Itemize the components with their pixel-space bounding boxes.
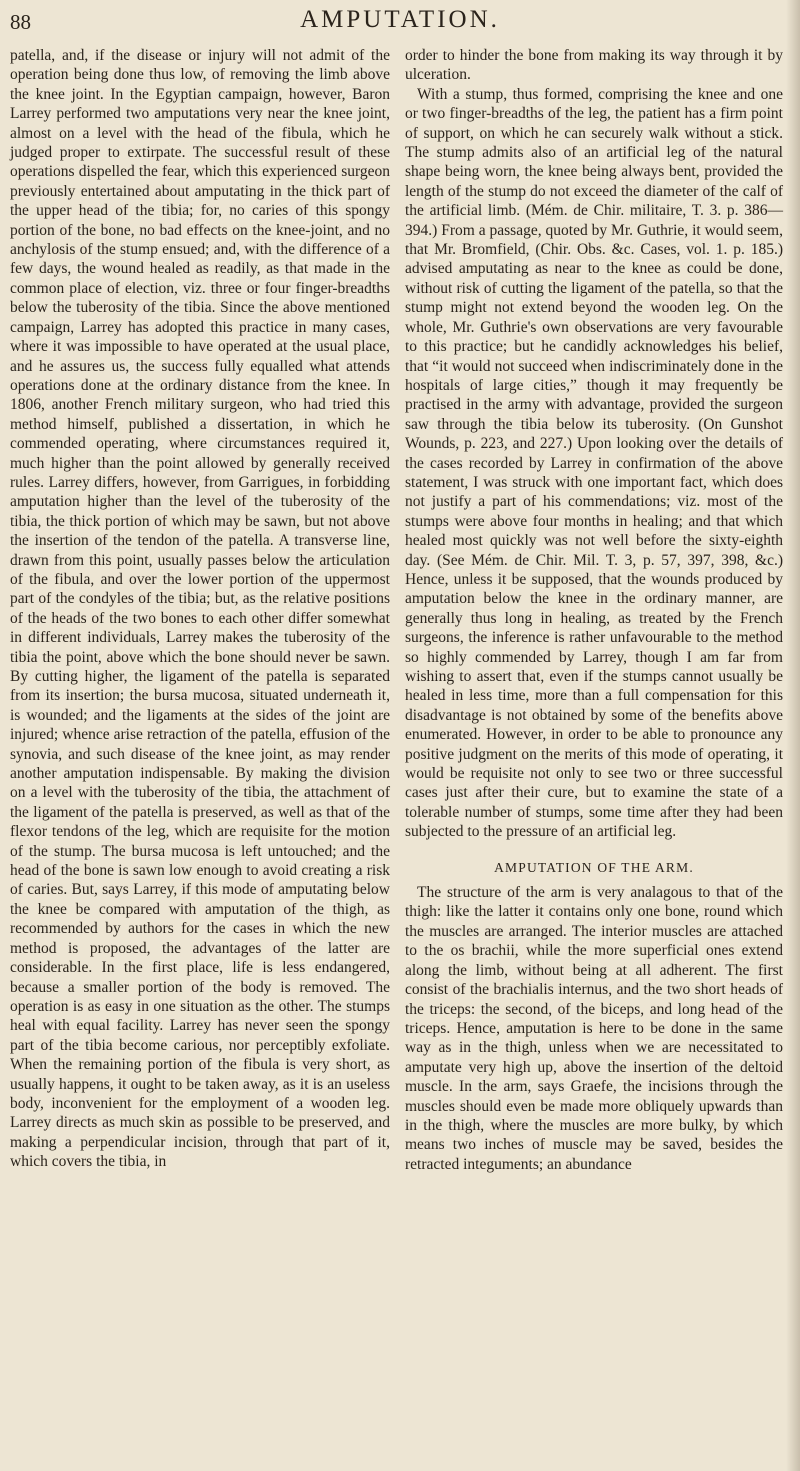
left-column: [10, 46, 390, 1172]
right-column: [405, 46, 783, 1174]
right-paragraph-2: With a stump, thus formed, comprising the knee and one or two finger-breadths of the leg, the patient has a firm point of support, on which he can securely walk without a stick. The stump admits also of an artificial leg of the natural shape being worn, the knee being always bent, provided the length of the stump do not exceed the diameter of the calf of the artificial limb. (Mém. de Chir. militaire, T. 3. p. 386—394.) From a passage, quoted by Mr. Guthrie, it would seem, that Mr. Bromfield, (Chir. Obs. &c. Cases, vol. 1. p. 185.) advised amputating as near to the knee as could be done, without risk of cutting the ligament of the patella, so that the stump might not extend beyond the wooden leg. On the whole, Mr. Guthrie's own observations are very favourable to this practice; but he candidly acknowledges his belief, that “it would not succeed when indiscriminately done in the hospitals of large cities,” though it may frequently be practised in the army with advantage, provided the surgeon saw through the tibia below its tuberosity. (On Gunshot Wounds, p. 223, and 227.) Upon looking over the details of the cases recorded by Larrey in confirmation of the above statement, I was struck with one important fact, which does not justify a part of his commendations; viz. most of the stumps were above four months in healing; and that which healed most quickly was not well before the sixty-eighth day. (See Mém. de Chir. Mil. T. 3, p. 57, 397, 398, &c.) Hence, unless it be supposed, that the wounds produced by amputation below the knee in the ordinary manner, are generally thus long in healing, as treated by the French surgeons, the inference is rather unfavourable to the method so highly commended by Larrey, though I am far from wishing to assert that, even if the stumps cannot usually be healed in less time, more than a full compensation for this disadvantage is not obtained by some of the benefits above enumerated. However, in order to be able to pronounce any positive judgment on the merits of this mode of operating, it would be requisite not only to see two or three successful cases just after their cure, but to examine the state of a tolerable number of stumps, some time after they had been subjected to the pressure of an artificial leg.: [405, 85, 783, 841]
left-paragraph-1: patella, and, if the disease or injury will not admit of the operation being done thus low, of removing the limb above the knee joint. In the Egyptian campaign, however, Baron Larrey performed two amputations very near the knee joint, almost on a level with the head of the fibula, which he judged proper to extirpate. The successful result of these operations dispelled the fear, which this experienced surgeon previously entertained about amputating in the thick part of the upper head of the tibia; for, no caries of this spongy portion of the bone, no bad effects on the knee-joint, and no anchylosis of the stump ensued; and, with the difference of a few days, the wound healed as readily, as that made in the common place of election, viz. three or four finger-breadths below the tuberosity of the tibia. Since the above mentioned campaign, Larrey has adopted this practice in many cases, where it was impossible to have operated at the usual place, and he assures us, the success fully equalled what attends operations done at the ordinary distance from the knee. In 1806, another French military surgeon, who had tried this method himself, published a dissertation, in which he commended operating, where circumstances required it, much higher than the point allowed by generally received rules. Larrey differs, however, from Garrigues, in forbidding amputation higher than the level of the tuberosity of the tibia, the thick portion of which may be sawn, but not above the insertion of the tendon of the patella. A transverse line, drawn from this point, usually passes below the articulation of the fibula, and over the lower portion of the uppermost part of the condyles of the tibia; but, as the relative positions of the heads of the two bones to each other differ somewhat in different individuals, Larrey makes the tuberosity of the tibia the point, above which the bone should never be sawn. By cutting higher, the ligament of the patella is separated from its insertion; the bursa mucosa, situated underneath it, is wounded; and the ligaments at the sides of the joint are injured; whence arise retraction of the patella, effusion of the synovia, and such disease of the knee joint, as may render another amputation indispensable. By making the division on a level with the tuberosity of the tibia, the attachment of the ligament of the patella is preserved, as well as that of the flexor tendons of the leg, which are requisite for the motion of the stump. The bursa mucosa is left untouched; and the head of the bone is sawn low enough to avoid creating a risk of caries. But, says Larrey, if this mode of amputating below the knee be compared with amputation of the thigh, as recommended by authors for the cases in which the new method is proposed, the advantages of the latter are considerable. In the first place, life is less endangered, because a smaller portion of the body is removed. The operation is as easy in one situation as the other. The stumps heal with equal facility. Larrey has never seen the spongy part of the tibia become carious, nor perceptibly exfoliate. When the remaining portion of the fibula is very short, as usually happens, it ought to be taken away, as it is an useless body, inconvenient for the employment of a wooden leg. Larrey directs as much skin as possible to be preserved, and making a perpendicular incision, through that part of it, which covers the tibia, in: [10, 47, 390, 1171]
running-head: AMPUTATION.: [300, 6, 500, 33]
page-edge-shadow: [786, 0, 800, 1471]
page-number: 88: [10, 10, 31, 34]
page-header: [0, 2, 800, 42]
right-paragraph-3: The structure of the arm is very analagous to that of the thigh: like the latter it contains only one bone, round which the muscles are arranged. The interior muscles are attached to the os brachii, while the more superficial ones extend along the limb, without being at all adherent. The first consist of the brachialis internus, and the two short heads of the triceps: the second, of the biceps, and long head of the triceps. Hence, amputation is here to be done in the same way as in the thigh, unless when we are necessitated to amputate very high up, above the insertion of the deltoid muscle. In the arm, says Graefe, the incisions through the muscles should even be made more obliquely upwards than in the thigh, where the muscles are more bulky, by which means two inches of muscle may be saved, besides the retracted integuments; an abundance: [405, 884, 783, 1173]
right-paragraph-1: order to hinder the bone from making its way through it by ulceration.: [405, 47, 783, 84]
section-title-amputation-of-the-arm: AMPUTATION OF THE ARM.: [494, 859, 694, 875]
